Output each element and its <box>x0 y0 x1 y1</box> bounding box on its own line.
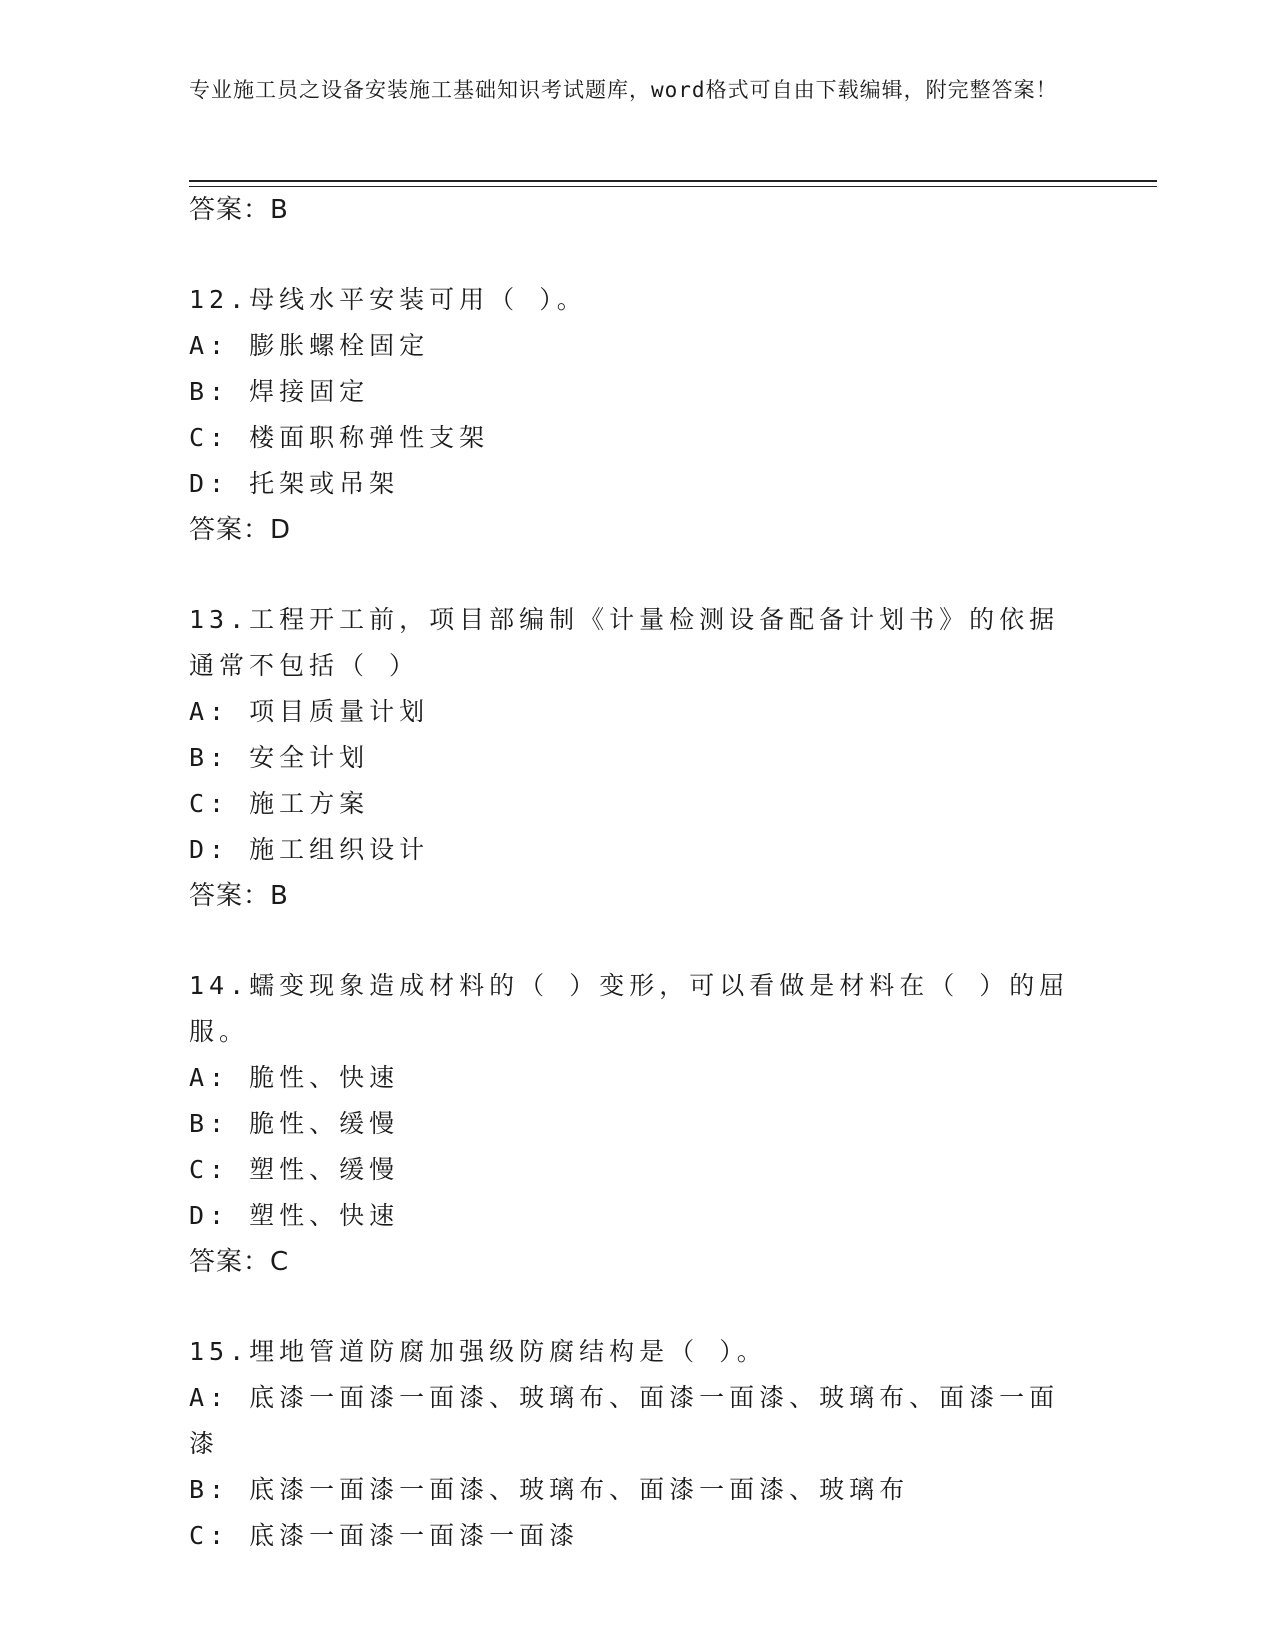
question-stem: 13.工程开工前，项目部编制《计量检测设备配备计划书》的依据通常不包括（ ） <box>189 605 1060 680</box>
answer-line: 答案：D <box>189 515 292 545</box>
question-list <box>189 187 1089 1603</box>
header-rule-thick <box>189 180 1157 182</box>
option-b: B: 底漆一面漆一面漆、玻璃布、面漆一面漆、玻璃布 <box>189 1475 910 1504</box>
answer-line: 答案：B <box>189 881 289 911</box>
option-b: B: 焊接固定 <box>189 377 370 406</box>
question-15 <box>189 1329 1089 1559</box>
option-b: B: 脆性、缓慢 <box>189 1109 400 1138</box>
header-text: 专业施工员之设备安装施工基础知识考试题库，word格式可自由下载编辑，附完整答案！ <box>189 78 1058 102</box>
option-a: A: 脆性、快速 <box>189 1063 400 1092</box>
answer-line: 答案：B <box>189 195 289 225</box>
option-b: B: 安全计划 <box>189 743 370 772</box>
option-a: A: 底漆一面漆一面漆、玻璃布、面漆一面漆、玻璃布、面漆一面漆 <box>189 1383 1060 1458</box>
option-c: C: 塑性、缓慢 <box>189 1155 400 1184</box>
answer-line: 答案：C <box>189 1247 290 1277</box>
option-d: D: 施工组织设计 <box>189 835 430 864</box>
option-c: C: 施工方案 <box>189 789 370 818</box>
option-c: C: 楼面职称弹性支架 <box>189 423 490 452</box>
question-stem: 14.蠕变现象造成材料的（ ）变形，可以看做是材料在（ ）的屈服。 <box>189 971 1070 1046</box>
option-a: A: 膨胀螺栓固定 <box>189 331 430 360</box>
option-d: D: 塑性、快速 <box>189 1201 400 1230</box>
document-header <box>189 74 1069 107</box>
question-12 <box>189 277 1089 553</box>
option-a: A: 项目质量计划 <box>189 697 430 726</box>
option-d: D: 托架或吊架 <box>189 469 400 498</box>
question-13 <box>189 597 1089 919</box>
question-14 <box>189 963 1089 1285</box>
question-stem: 12.母线水平安装可用（ ）。 <box>189 285 587 314</box>
question-stem: 15.埋地管道防腐加强级防腐结构是（ ）。 <box>189 1337 767 1366</box>
option-c: C: 底漆一面漆一面漆一面漆 <box>189 1521 580 1550</box>
